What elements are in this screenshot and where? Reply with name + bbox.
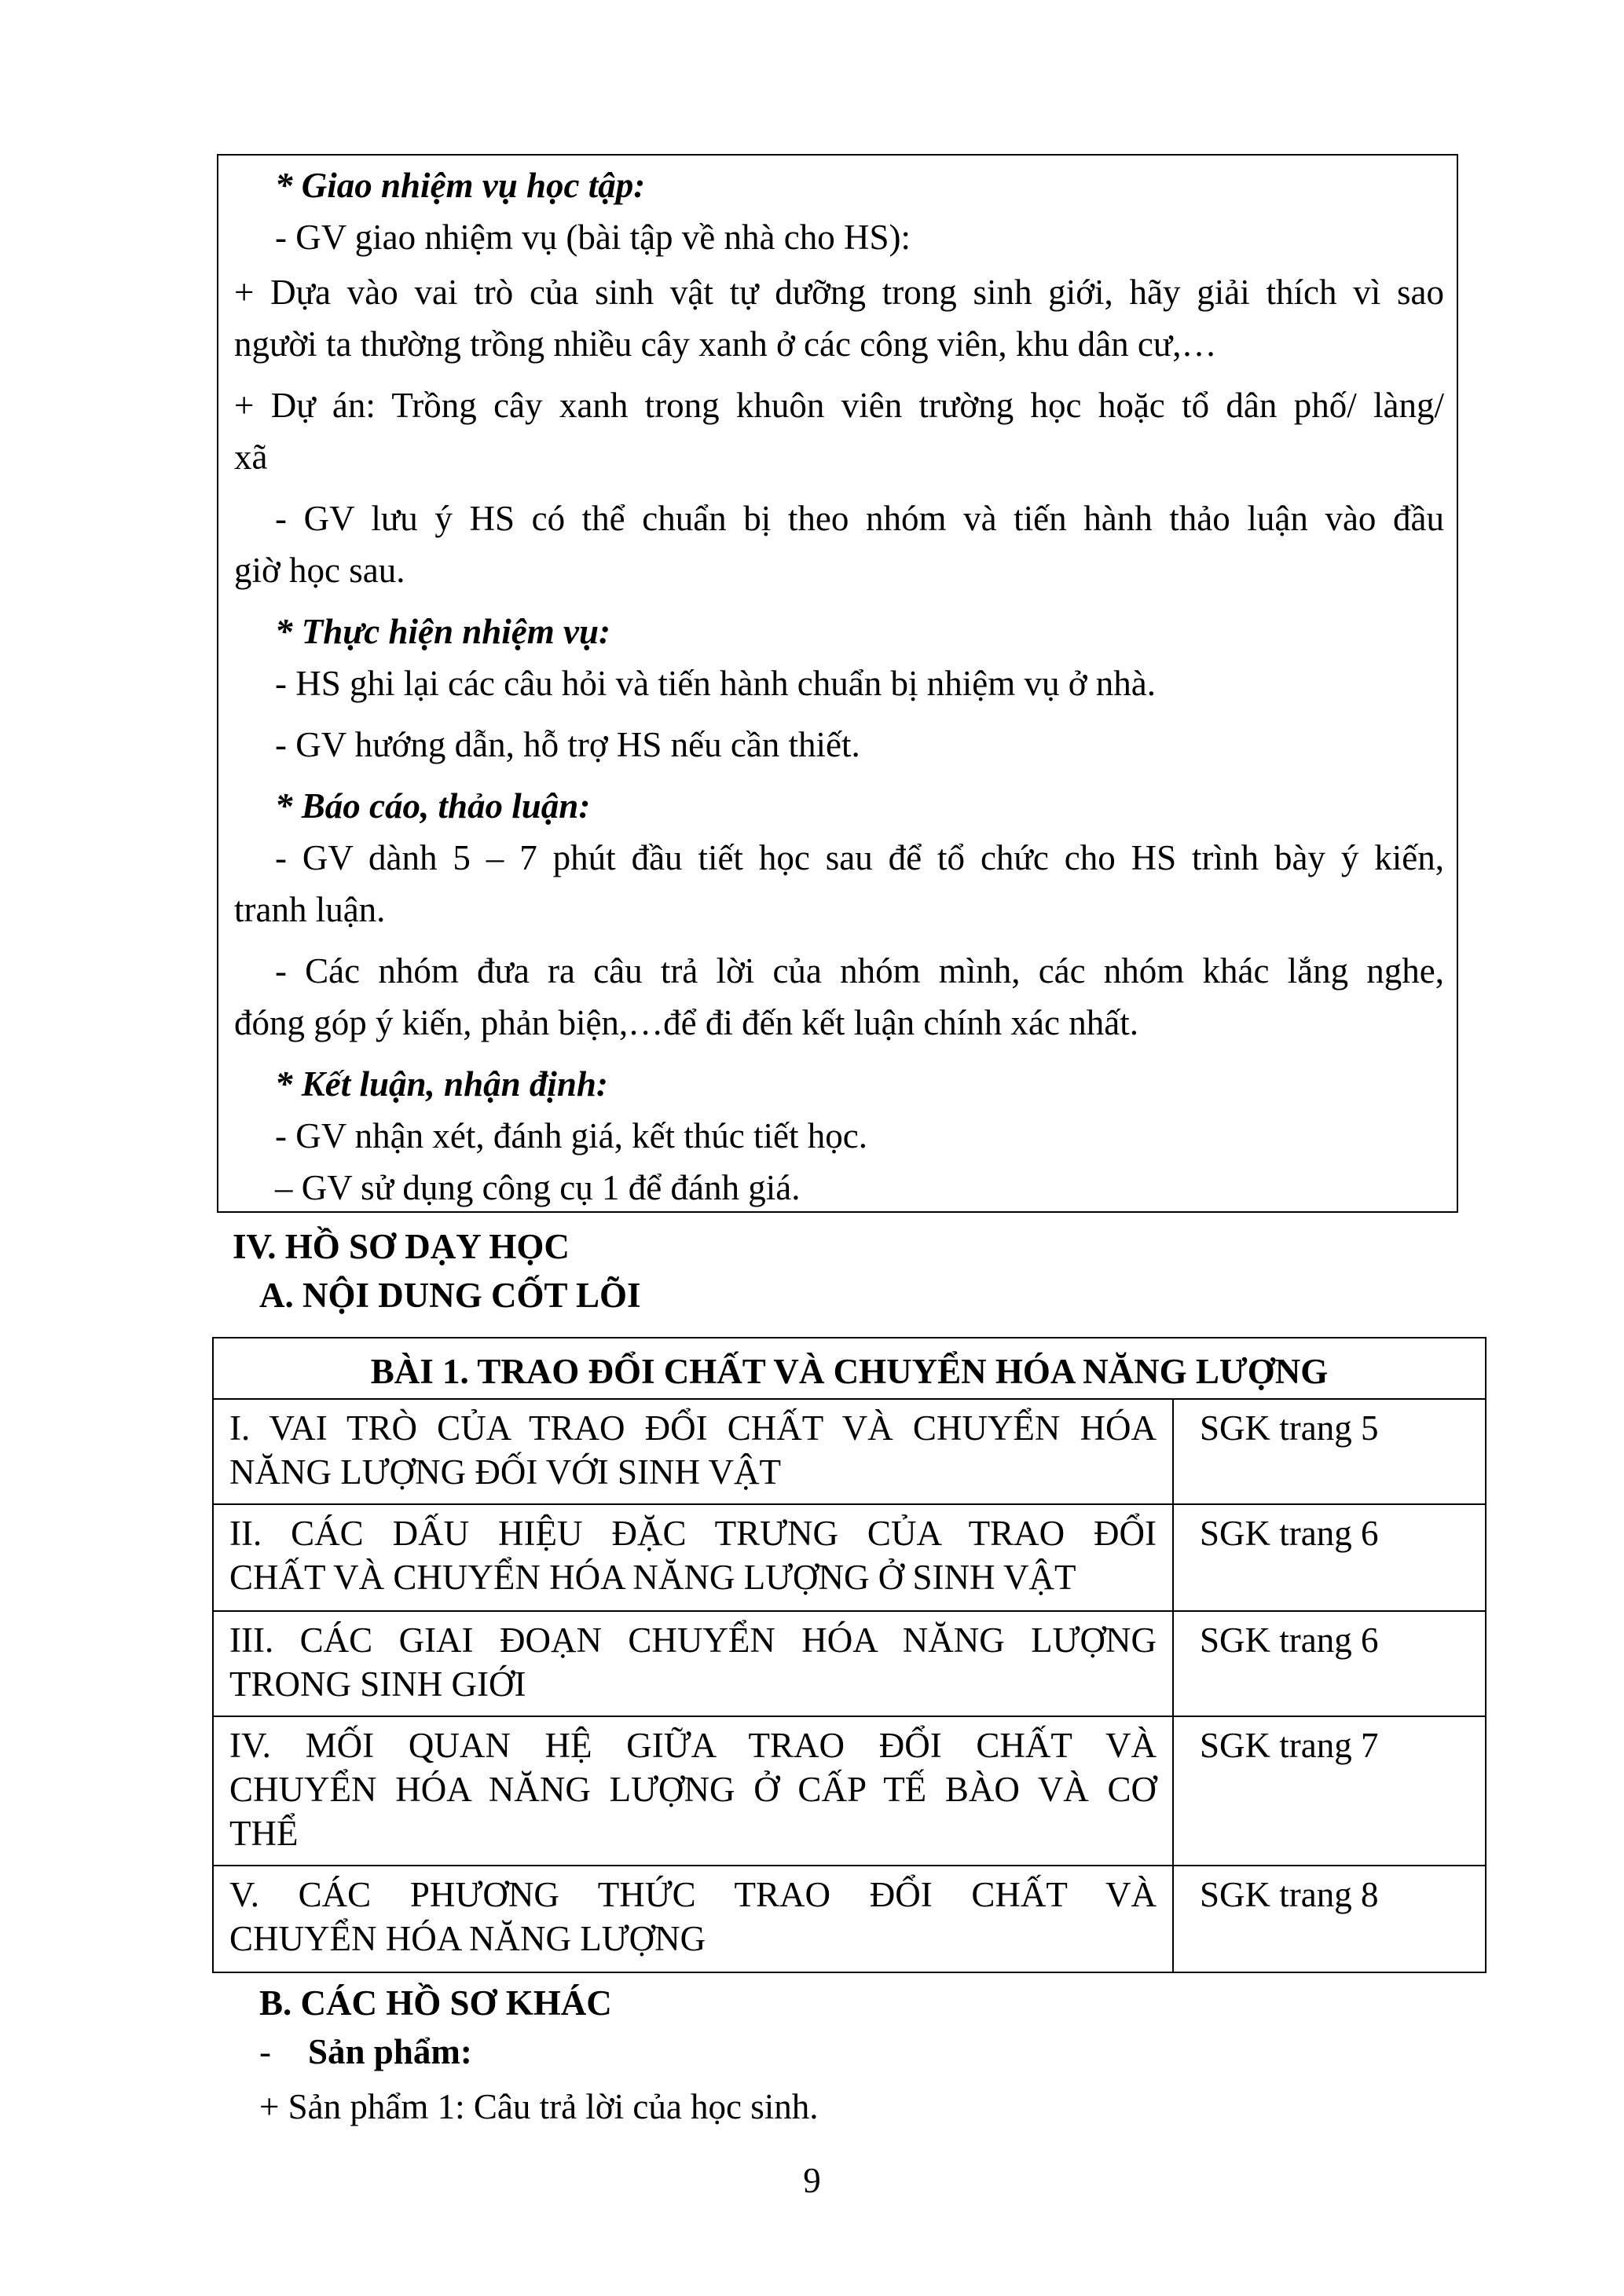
conclude-heading: * Kết luận, nhận định: [275, 1064, 608, 1104]
table-cell-ref: SGK trang 6 [1200, 1620, 1379, 1660]
table-cell-topic [214, 1866, 1174, 1973]
activity-box [217, 154, 1458, 1213]
task-heading: * Giao nhiệm vụ học tập: [275, 166, 646, 205]
table-cell-ref: SGK trang 5 [1200, 1408, 1379, 1448]
table-cell-ref: SGK trang 7 [1200, 1726, 1379, 1765]
report-line: đóng góp ý kiến, phản biện,…để đi đến kết luận chính xác nhất. [234, 1003, 1138, 1042]
section-a-heading: A. NỘI DUNG CỐT LÕI [259, 1276, 641, 1315]
topic-line: NĂNG LƯỢNG ĐỐI VỚI SINH VẬT [229, 1452, 781, 1492]
section-iv-heading: IV. HỒ SƠ DẠY HỌC [233, 1227, 570, 1266]
report-line: - GV dành 5 – 7 phút đầu tiết học sau để tổ chức cho HS trình bày ý kiến, [275, 838, 1444, 877]
table-cell-topic [214, 1505, 1174, 1612]
table-cell-ref: SGK trang 8 [1200, 1875, 1379, 1914]
conclude-line: - GV nhận xét, đánh giá, kết thúc tiết học. [275, 1116, 867, 1155]
topic-line: I. VAI TRÒ CỦA TRAO ĐỔI CHẤT VÀ CHUYỂN HÓA [229, 1408, 1157, 1448]
topic-line: CHUYỂN HÓA NĂNG LƯỢNG Ở CẤP TẾ BÀO VÀ CƠ [229, 1770, 1157, 1809]
report-line: - Các nhóm đưa ra câu trả lời của nhóm mình, các nhóm khác lắng nghe, [275, 951, 1444, 991]
topic-line: THỂ [229, 1814, 299, 1853]
products-dash: - [259, 2032, 271, 2071]
report-heading: * Báo cáo, thảo luận: [275, 786, 591, 826]
table-row [214, 1503, 1485, 1612]
table-cell-topic [214, 1717, 1174, 1866]
table-cell-topic [214, 1400, 1174, 1505]
report-line: tranh luận. [234, 890, 386, 929]
table-title: BÀI 1. TRAO ĐỔI CHẤT VÀ CHUYỂN HÓA NĂNG LƯỢNG [370, 1352, 1329, 1391]
table-cell-ref: SGK trang 6 [1200, 1514, 1379, 1553]
task-line: xã [234, 438, 268, 477]
task-line: người ta thường trồng nhiều cây xanh ở các công viên, khu dân cư,… [234, 324, 1217, 364]
task-line: + Dựa vào vai trò của sinh vật tự dưỡng trong sinh giới, hãy giải thích vì sao [234, 273, 1444, 312]
task-line: - GV lưu ý HS có thể chuẩn bị theo nhóm và tiến hành thảo luận vào đầu [275, 499, 1444, 538]
topic-line: V. CÁC PHƯƠNG THỨC TRAO ĐỔI CHẤT VÀ [229, 1875, 1157, 1914]
conclude-line: – GV sử dụng công cụ 1 để đánh giá. [275, 1168, 801, 1207]
topic-line: IV. MỐI QUAN HỆ GIỮA TRAO ĐỔI CHẤT VÀ [229, 1726, 1157, 1765]
table-row [214, 1610, 1485, 1717]
topic-line: CHUYỂN HÓA NĂNG LƯỢNG [229, 1919, 706, 1958]
product-item: + Sản phẩm 1: Câu trả lời của học sinh. [259, 2087, 819, 2126]
table-row [214, 1865, 1485, 1973]
table-row [214, 1716, 1485, 1866]
task-line: - GV giao nhiệm vụ (bài tập về nhà cho HS): [275, 218, 911, 257]
table-cell-topic [214, 1612, 1174, 1717]
topic-line: TRONG SINH GIỚI [229, 1664, 526, 1704]
products-label: Sản phẩm: [308, 2032, 472, 2071]
execute-heading: * Thực hiện nhiệm vụ: [275, 612, 610, 651]
task-line: giờ học sau. [234, 551, 405, 590]
page-number: 9 [803, 2161, 821, 2200]
execute-line: - HS ghi lại các câu hỏi và tiến hành chuẩn bị nhiệm vụ ở nhà. [275, 664, 1156, 703]
topic-line: CHẤT VÀ CHUYỂN HÓA NĂNG LƯỢNG Ở SINH VẬT [229, 1558, 1076, 1597]
topic-line: III. CÁC GIAI ĐOẠN CHUYỂN HÓA NĂNG LƯỢNG [229, 1620, 1157, 1660]
section-b-heading: B. CÁC HỒ SƠ KHÁC [259, 1983, 612, 2023]
topic-line: II. CÁC DẤU HIỆU ĐẶC TRƯNG CỦA TRAO ĐỔI [229, 1514, 1157, 1553]
core-content-table [212, 1337, 1487, 1973]
execute-line: - GV hướng dẫn, hỗ trợ HS nếu cần thiết. [275, 725, 860, 764]
table-row [214, 1398, 1485, 1505]
task-line: + Dự án: Trồng cây xanh trong khuôn viên trường học hoặc tổ dân phố/ làng/ [234, 386, 1444, 425]
